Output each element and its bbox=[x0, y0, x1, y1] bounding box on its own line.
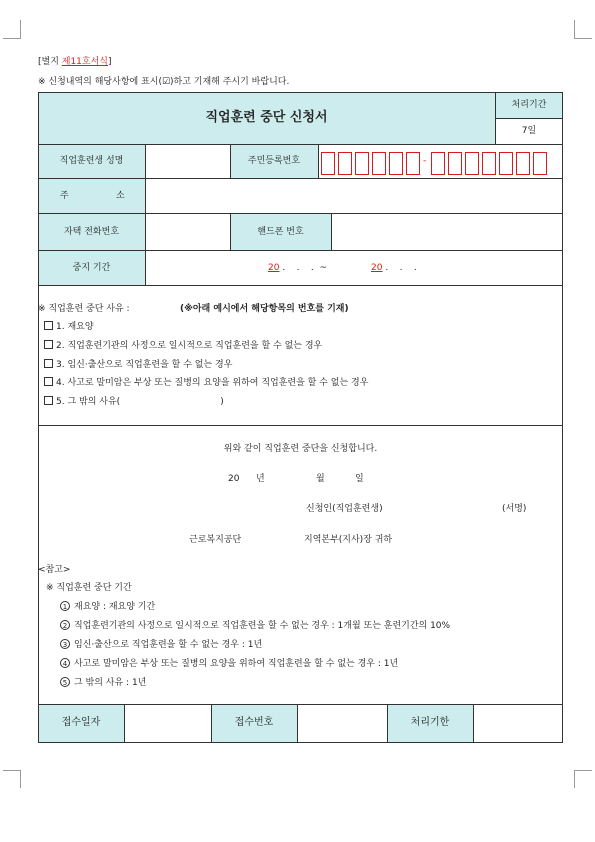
reason-item[interactable]: 5. 그 밖의 사유( ) bbox=[44, 396, 224, 408]
note-item: 3 임신·출산으로 직업훈련을 할 수 없는 경우 : 1년 bbox=[60, 639, 262, 651]
reason-item[interactable]: 1. 재요양 bbox=[44, 321, 94, 333]
deadline-label: 처리기한 bbox=[410, 717, 450, 728]
crop-mark bbox=[3, 770, 21, 771]
applicant-label: 신청인(직업훈련생) bbox=[306, 504, 383, 514]
rrn-digit-box[interactable] bbox=[448, 152, 462, 175]
reason-item[interactable]: 2. 직업훈련기관의 사정으로 일시적으로 직업훈련을 할 수 없는 경우 bbox=[44, 340, 322, 352]
org-name: 근로복지공단 bbox=[189, 535, 242, 545]
form-title: 직업훈련 중단 신청서 bbox=[205, 110, 328, 125]
table-border bbox=[562, 92, 563, 742]
rrn-digit-box[interactable] bbox=[372, 152, 386, 175]
date-year: 년 bbox=[256, 474, 265, 484]
note-item: 1 재요양 : 재요양 기간 bbox=[60, 601, 155, 613]
rrn-digit-box[interactable] bbox=[482, 152, 496, 175]
notes-subheading: ※ 직업훈련 중단 기간 bbox=[46, 583, 132, 593]
grid-line bbox=[318, 144, 319, 178]
rrn-digit-box[interactable] bbox=[533, 152, 547, 175]
receipt-number-label: 접수번호 bbox=[234, 717, 274, 728]
period-label: 중지 기간 bbox=[72, 263, 111, 273]
grid-line bbox=[38, 213, 563, 214]
period-end: 20 . . . bbox=[371, 263, 417, 273]
rrn-digit-box[interactable] bbox=[355, 152, 369, 175]
note-item: 4 사고로 말미암은 부상 또는 질병의 요양을 위하여 직업훈련을 할 수 없는 경우 : 1년 bbox=[60, 658, 398, 670]
checkbox[interactable] bbox=[44, 377, 53, 386]
grid-line bbox=[38, 178, 563, 179]
notes-heading: <참고> bbox=[38, 565, 71, 575]
rrn-digit-box[interactable] bbox=[406, 152, 420, 175]
name-label: 직업훈련생 성명 bbox=[59, 156, 124, 166]
date-day: 일 bbox=[355, 474, 364, 484]
grid-line bbox=[495, 118, 563, 119]
rrn-digit-box[interactable] bbox=[516, 152, 530, 175]
declaration-statement: 위와 같이 직업훈련 중단을 신청합니다. bbox=[223, 444, 378, 454]
grid-line bbox=[124, 704, 125, 742]
rrn-digit-box[interactable] bbox=[499, 152, 513, 175]
rrn-digit-box[interactable] bbox=[431, 152, 445, 175]
checkbox[interactable] bbox=[44, 340, 53, 349]
grid-line bbox=[38, 425, 563, 426]
grid-line bbox=[145, 144, 146, 285]
period-start: 20 . . . ~ bbox=[268, 263, 328, 273]
form-tag: [별지 제11호서식] bbox=[38, 57, 112, 67]
checkbox[interactable] bbox=[44, 396, 53, 405]
grid-line bbox=[473, 704, 474, 742]
reasons-heading-note: (※아래 예시에서 해당항목의 번호를 기재) bbox=[180, 304, 349, 314]
crop-mark bbox=[574, 770, 575, 788]
processing-label: 처리기간 bbox=[511, 100, 547, 110]
reason-item[interactable]: 3. 임신·출산으로 직업훈련을 할 수 없는 경우 bbox=[44, 359, 232, 371]
crop-mark bbox=[574, 38, 592, 39]
crop-mark bbox=[574, 20, 575, 38]
checkbox[interactable] bbox=[44, 359, 53, 368]
note-item: 5 그 밖의 사유 : 1년 bbox=[60, 677, 146, 689]
address-label-2: 소 bbox=[116, 191, 125, 201]
note-item: 2 직업훈련기관의 사정으로 일시적으로 직업훈련을 할 수 없는 경우 : 1개월 또는 훈련기간의 10% bbox=[60, 620, 450, 632]
crop-mark bbox=[574, 770, 592, 771]
recipient: 지역본부(지사)장 귀하 bbox=[304, 535, 393, 545]
date-year-prefix: 20 bbox=[228, 474, 240, 484]
grid-line bbox=[38, 704, 563, 705]
date-month: 월 bbox=[316, 474, 325, 484]
receipt-date-label: 접수일자 bbox=[61, 717, 101, 728]
home-phone-label: 자택 전화번호 bbox=[63, 227, 120, 237]
rrn-label: 주민등록번호 bbox=[247, 156, 301, 166]
rrn-digit-box[interactable] bbox=[338, 152, 352, 175]
crop-mark bbox=[20, 770, 21, 788]
crop-mark bbox=[20, 20, 21, 38]
reason-item[interactable]: 4. 사고로 말미암은 부상 또는 질병의 요양을 위하여 직업훈련을 할 수 없는 경우 bbox=[44, 377, 368, 389]
grid-line bbox=[331, 213, 332, 250]
grid-line bbox=[38, 144, 563, 145]
address-label-1: 주 bbox=[60, 191, 69, 201]
rrn-digit-box[interactable] bbox=[465, 152, 479, 175]
reasons-heading: ※ 직업훈련 중단 사유 : bbox=[38, 304, 130, 314]
table-border bbox=[38, 742, 563, 743]
instruction-text: ※ 신청내역의 해당사항에 표시(☑)하고 기재해 주시기 바랍니다. bbox=[38, 77, 290, 87]
rrn-dash: - bbox=[423, 156, 427, 166]
grid-line bbox=[38, 250, 563, 251]
rrn-digit-box[interactable] bbox=[389, 152, 403, 175]
mobile-label: 핸드폰 번호 bbox=[257, 227, 304, 237]
table-border bbox=[38, 92, 39, 742]
processing-value: 7일 bbox=[521, 126, 537, 136]
checkbox[interactable] bbox=[44, 321, 53, 330]
table-border bbox=[38, 92, 563, 93]
signature-label: (서명) bbox=[502, 504, 527, 514]
rrn-digit-box[interactable] bbox=[321, 152, 335, 175]
grid-line bbox=[38, 285, 563, 286]
grid-line bbox=[297, 704, 298, 742]
crop-mark bbox=[3, 38, 21, 39]
